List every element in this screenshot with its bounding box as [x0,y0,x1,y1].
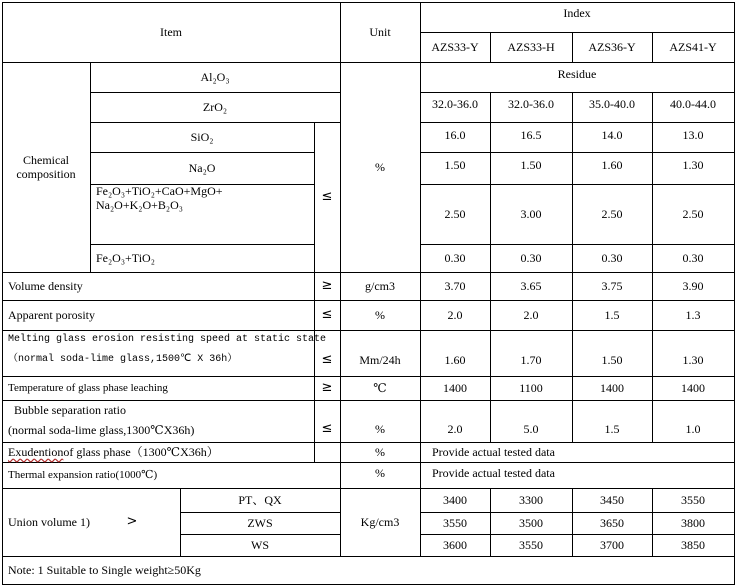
apparent-porosity-value: 1.5 [604,308,620,322]
exudation-label-misspelled: Exudention [8,445,64,459]
bubble-label-line2: (normal soda-lime glass,1300℃X36h) [8,423,195,437]
erosion-label [2,330,327,376]
zro2-value: 40.0-44.0 [670,97,716,111]
fe2o3-tio2-value: 0.30 [520,251,542,265]
exudation-value: Provide actual tested data [432,445,555,459]
union-volume-unit: Kg/cm3 [360,515,400,529]
union-value: 3400 [443,493,467,507]
footnote: Note: 1 Suitable to Single weight≥50Kg [8,563,201,577]
al2o3-label: Al₂O₃ [200,70,230,84]
mixed-oxides-value: 2.50 [601,207,623,221]
union-type-label: PT、QX [238,493,282,507]
volume-density-label: Volume density [8,279,83,293]
al2o3-residue: Residue [557,67,597,81]
zro2-label: ZrO₂ [202,100,228,114]
exudation-unit: % [375,445,385,459]
thermal-expansion-label: Thermal expansion ratio(1000℃) [8,469,158,481]
apparent-porosity-unit: % [375,308,385,322]
leaching-value: 1100 [519,381,543,395]
erosion-label-line2: （normal soda-lime glass,1500℃ X 36h） [8,354,238,365]
apparent-porosity-label: Apparent porosity [8,308,95,322]
header-item: Item [160,25,182,39]
sio2-label: SiO₂ [190,130,214,144]
zro2-value: 32.0-36.0 [508,97,554,111]
erosion-value: 1.50 [601,353,623,367]
fe2o3-tio2-value: 0.30 [601,251,623,265]
union-value: 3550 [519,538,543,552]
chemical-label-line1: Chemical [23,153,69,167]
union-value: 3500 [519,516,543,530]
bubble-value: 2.0 [447,422,463,436]
bubble-comparator: ≤ [321,421,333,436]
union-value: 3650 [600,516,624,530]
apparent-porosity-value: 2.0 [447,308,463,322]
mixed-oxides-value: 2.50 [444,207,466,221]
mixed-oxides-line1: Fe₂O₃+TiO₂+CaO+MgO+ [96,184,223,198]
union-value: 3800 [681,516,705,530]
chemical-label-line2: composition [16,167,76,181]
header-index: Index [563,6,591,20]
fe2o3-tio2-value: 0.30 [444,251,466,265]
union-type-label: ZWS [247,516,273,530]
union-value: 3550 [681,493,705,507]
union-value: 3700 [600,538,624,552]
bubble-value: 5.0 [523,422,539,436]
na2o-value: 1.30 [682,158,704,172]
union-value: 3300 [519,493,543,507]
mixed-oxides-value: 2.50 [682,207,704,221]
erosion-value: 1.70 [520,353,542,367]
exudation-label [2,442,314,462]
leaching-value: 1400 [681,381,705,395]
na2o-value: 1.60 [601,158,623,172]
erosion-value: 1.60 [444,353,466,367]
thermal-expansion-value: Provide actual tested data [432,466,555,480]
apparent-porosity-value: 2.0 [523,308,539,322]
volume-density-comparator: ≥ [321,278,333,293]
grade-header: AZS36-Y [588,40,636,54]
mixed-oxides-label [90,184,314,244]
volume-density-value: 3.65 [520,279,542,293]
union-value: 3600 [443,538,467,552]
na2o-label: Na₂O [188,161,216,175]
header-unit: Unit [369,25,391,39]
leaching-value: 1400 [600,381,624,395]
union-volume-label: Union volume 1) [8,515,90,529]
sio2-value: 16.0 [444,128,466,142]
chemical-composition-label [2,62,90,272]
volume-density-unit: g/cm3 [365,279,395,293]
union-value: 3450 [600,493,624,507]
volume-density-value: 3.90 [682,279,704,293]
fe2o3-tio2-label: Fe₂O₃+TiO₂ [96,251,155,265]
bubble-value: 1.0 [685,422,701,436]
na2o-value: 1.50 [444,158,466,172]
erosion-comparator: ≤ [321,352,333,367]
grade-header: AZS33-Y [431,40,479,54]
volume-density-value: 3.75 [601,279,623,293]
na2o-value: 1.50 [520,158,542,172]
leaching-comparator: ≥ [321,380,333,395]
zro2-value: 32.0-36.0 [432,97,478,111]
apparent-porosity-comparator: ≤ [321,307,333,322]
mixed-oxides-line2: Na₂O+K₂O+B₂O₃ [96,198,183,212]
bubble-label-line1: Bubble separation ratio [14,403,126,417]
chemical-comparator: ≤ [321,189,333,204]
leaching-value: 1400 [443,381,467,395]
union-type-label: WS [251,538,269,552]
fe2o3-tio2-value: 0.30 [682,251,704,265]
erosion-unit: Mm/24h [359,353,401,367]
union-value: 3850 [681,538,705,552]
zro2-value: 35.0-40.0 [589,97,635,111]
leaching-label: Temperature of glass phase leaching [8,382,168,394]
apparent-porosity-value: 1.3 [685,308,701,322]
bubble-value: 1.5 [604,422,620,436]
sio2-value: 16.5 [520,128,542,142]
chemical-unit: % [375,160,385,174]
bubble-label [2,400,314,442]
exudation-label-rest: of glass phase（1300℃X36h） [63,445,219,459]
sio2-value: 14.0 [601,128,623,142]
bubble-unit: % [375,422,385,436]
mixed-oxides-value: 3.00 [520,207,542,221]
volume-density-value: 3.70 [444,279,466,293]
grade-header: AZS33-H [507,40,555,54]
leaching-unit: ℃ [373,381,387,395]
erosion-value: 1.30 [682,353,704,367]
union-value: 3550 [443,516,467,530]
grade-header: AZS41-Y [669,40,717,54]
erosion-label-line1: Melting glass erosion resisting speed at static state [8,334,327,345]
sio2-value: 13.0 [682,128,704,142]
thermal-expansion-unit: % [375,466,385,480]
union-volume-comparator: > [126,514,138,529]
